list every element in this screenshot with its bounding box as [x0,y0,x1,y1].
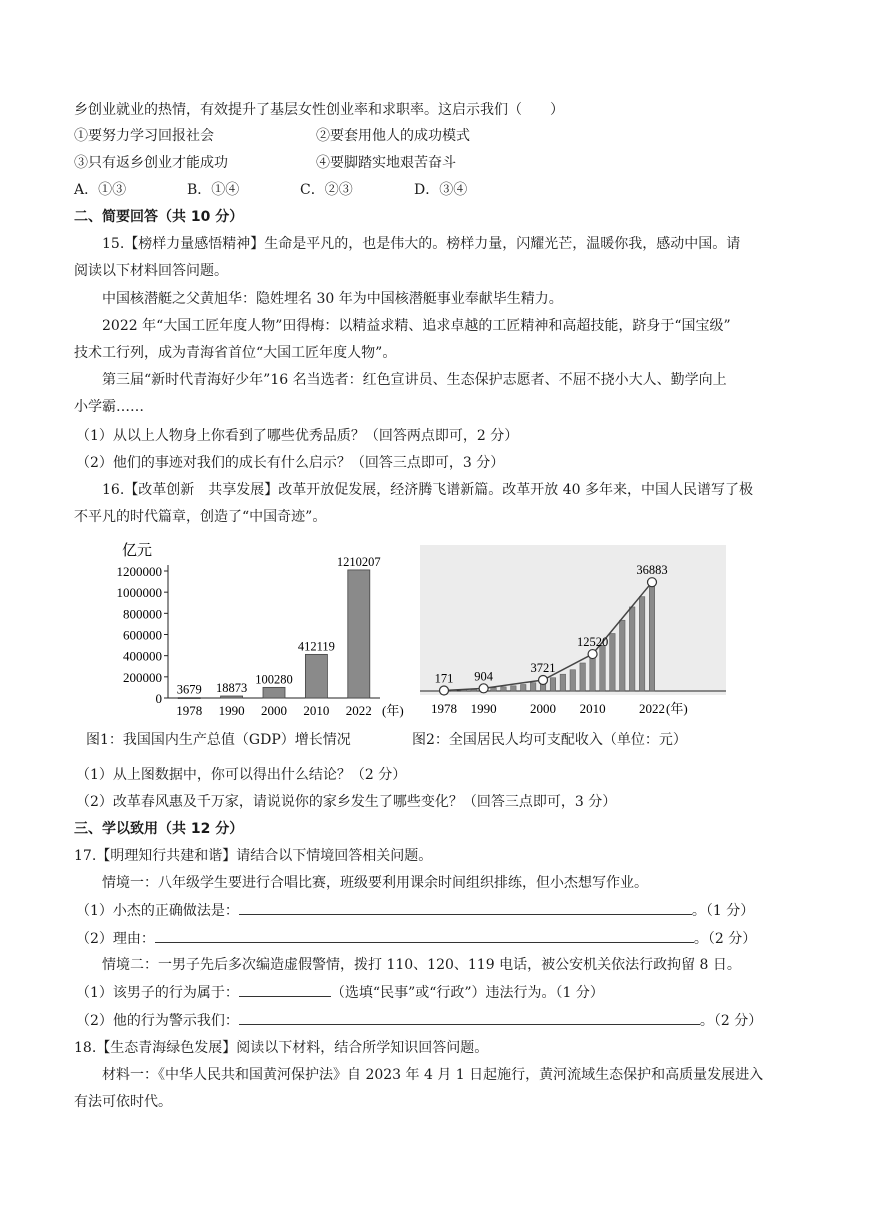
q17-s2q2-label: （2）他的行为警示我们： [76,1013,239,1029]
q17-s1q2-label: （2）理由： [76,931,155,947]
q17-scenario-2: 情境二：一男子先后多次编造虚假警情，拨打 110、120、119 电话，被公安机关依法行政拘留 8 日。 [102,957,741,973]
chart1-caption: 图1：我国国内生产总值（GDP）增长情况 [86,732,351,748]
chart1-y-tick-label: 1200000 [116,564,162,579]
chart1-y-tick-label: 0 [155,691,162,706]
chart1-value-label: 3679 [176,682,202,697]
chart1-bar [221,696,243,698]
chart2-bar [610,633,616,691]
answer-blank-2[interactable] [155,928,694,943]
chart2-point-label: 904 [474,669,493,684]
chart1-value-label: 18873 [215,681,248,696]
chart2-point [479,684,488,693]
q18-material-1-line1: 材料一：《中华人民共和国黄河保护法》自 2023 年 4 月 1 日起施行，黄河流域生态保护和高质量发展进入 [102,1067,764,1083]
q15-intro-line1: 15.【榜样力量感悟精神】生命是平凡的，也是伟大的。榜样力量，闪耀光芒，温暖你我，感动中国。请 [102,236,741,252]
chart2-x-unit: (年) [666,701,688,716]
q17-s1q1-score: 。（1 分） [691,903,755,919]
q17-s1-subquestion-2 [76,928,756,949]
chart1-y-tick-label: 800000 [123,606,162,622]
q17-s2-subquestion-2 [76,1010,762,1031]
chart2-bar [649,582,655,691]
q17-s2q1-label: （1）该男子的行为属于： [76,985,239,1001]
chart1-value-label: 100280 [255,672,293,687]
chart1-y-tick-label: 600000 [123,627,162,643]
chart2-point [539,676,548,685]
q15-intro-line2: 阅读以下材料回答问题。 [74,263,228,279]
chart2-bar [560,674,566,691]
q14-option-2: ②要套用他人的成功模式 [316,128,470,144]
chart2-point [440,686,449,695]
q14-option-1: ①要努力学习回报社会 [74,128,214,144]
q14-choice-a: A．①③ [74,182,127,198]
chart1-y-tick-label: 400000 [123,648,162,664]
chart2-bar [600,645,606,691]
q16-intro-line1: 16.【改革创新 共享发展】改革开放促发展，经济腾飞谱新篇。改革开放 40 多年来，中国人民谱写了极 [102,482,753,498]
chart2-x-tick-label: 2022 [639,701,665,716]
q16-intro-line2: 不平凡的时代篇章，创造了“中国奇迹”。 [74,509,327,525]
q14-choice-c: C．②③ [300,182,353,198]
chart1-bar [348,570,370,698]
chart2-bar [590,654,596,691]
chart2-bar [639,597,645,691]
q14-choice-d: D．③④ [414,182,468,198]
q14-option-4: ④要脚踏实地艰苦奋斗 [316,155,456,171]
chart1-y-tick-label: 1000000 [116,585,162,601]
q16-subquestion-1: （1）从上图数据中，你可以得出什么结论？（2 分） [76,767,407,783]
q15-subquestion-1: （1）从以上人物身上你看到了哪些优秀品质？（回答两点即可，2 分） [76,428,519,444]
q17-scenario-1: 情境一：八年级学生要进行合唱比赛，班级要利用课余时间组织排练，但小杰想写作业。 [102,875,648,891]
answer-blank-3[interactable] [239,982,331,997]
chart2-x-tick-label: 2010 [579,701,606,716]
q14-option-3: ③只有返乡创业才能成功 [74,155,228,171]
chart2-point-label: 12520 [576,635,609,650]
chart1-x-tick-label: 2022 [345,703,372,718]
chart1-bar [263,687,285,698]
chart1-bar [178,698,200,699]
chart2-bar [570,670,576,691]
chart2-x-tick-label: 2000 [530,701,557,716]
chart2-bar [491,688,497,691]
q17-s2q1-rest: （选填“民事”或“行政”）违法行为。（1 分） [330,985,604,1001]
chart2-point-label: 36883 [636,563,668,578]
q16-subquestion-2: （2）改革春风惠及千万家，请说说你的家乡发生了哪些变化？（回答三点即可，3 分） [76,794,617,810]
chart2-bar [580,663,586,691]
q18-material-1-line2: 有法可依时代。 [74,1094,172,1110]
q15-material-1: 中国核潜艇之父黄旭华：隐姓埋名 30 年为中国核潜艇事业奉献毕生精力。 [102,291,563,307]
chart1-y-tick-label: 200000 [123,669,162,685]
q17-s2q2-score: 。（2 分） [699,1013,763,1029]
chart2-bar [620,620,626,691]
q17-s1q1-label: （1）小杰的正确做法是： [76,903,239,919]
chart1-value-label: 1210207 [336,554,381,569]
q17-s2-subquestion-1 [76,982,604,1003]
section-2-title: 二、简要回答（共 10 分） [74,209,244,225]
answer-blank-1[interactable] [239,900,692,915]
section-3-title: 三、学以致用（共 12 分） [74,821,244,837]
chart2-bar [520,685,526,691]
q15-subquestion-2: （2）他们的事迹对我们的成长有什么启示？（回答三点即可，3 分） [76,455,505,471]
chart1-y-unit: 亿元 [122,543,153,559]
chart1-x-tick-label: 1990 [218,703,245,718]
chart2-x-tick-label: 1990 [470,701,497,716]
chart2-bar [550,678,556,691]
chart1-x-unit: (年) [382,703,404,718]
q14-stem-tail: 乡创业就业的热情，有效提升了基层女性创业率和求职率。这启示我们（ ） [74,102,564,118]
chart2-bar [511,686,516,691]
gdp-bar-chart [80,535,410,730]
chart1-bar [305,654,327,698]
income-bar-chart [420,545,740,730]
chart2-bar [530,683,536,691]
q17-s1-subquestion-1 [76,900,754,921]
q15-material-2-line2: 技术工行列，成为青海省首位“大国工匠年度人物”。 [74,345,397,361]
chart2-bar [629,607,635,691]
chart2-x-tick-label: 1978 [431,701,457,716]
chart2-caption: 图2：全国居民人均可支配收入（单位：元） [412,732,687,748]
chart2-point-label: 3721 [530,661,556,676]
chart1-value-label: 412119 [297,639,335,654]
chart1-x-tick-label: 1978 [176,703,203,718]
chart2-point [588,650,597,659]
q15-material-3-line1: 第三届“新时代青海好少年”16 名当选者：红色宣讲员、生态保护志愿者、不屈不挠小大人、勤学向上 [102,372,727,388]
chart2-bar [501,687,507,691]
chart2-point-label: 171 [434,671,454,686]
q17-intro: 17.【明理知行共建和谐】请结合以下情境回答相关问题。 [74,848,433,864]
q15-material-2-line1: 2022 年“大国工匠年度人物”田得梅：以精益求精、追求卓越的工匠精神和高超技能，跻身于“国宝级” [102,318,731,334]
q14-choice-b: B．①④ [187,182,240,198]
chart1-x-tick-label: 2010 [303,703,330,718]
q15-material-3-line2: 小学霸…… [74,399,144,415]
q18-intro: 18.【生态青海绿色发展】阅读以下材料，结合所学知识回答问题。 [74,1040,489,1056]
chart2-point [648,578,657,587]
q17-s1q2-score: 。（2 分） [693,931,757,947]
answer-blank-4[interactable] [239,1010,700,1025]
chart1-x-tick-label: 2000 [261,703,287,718]
